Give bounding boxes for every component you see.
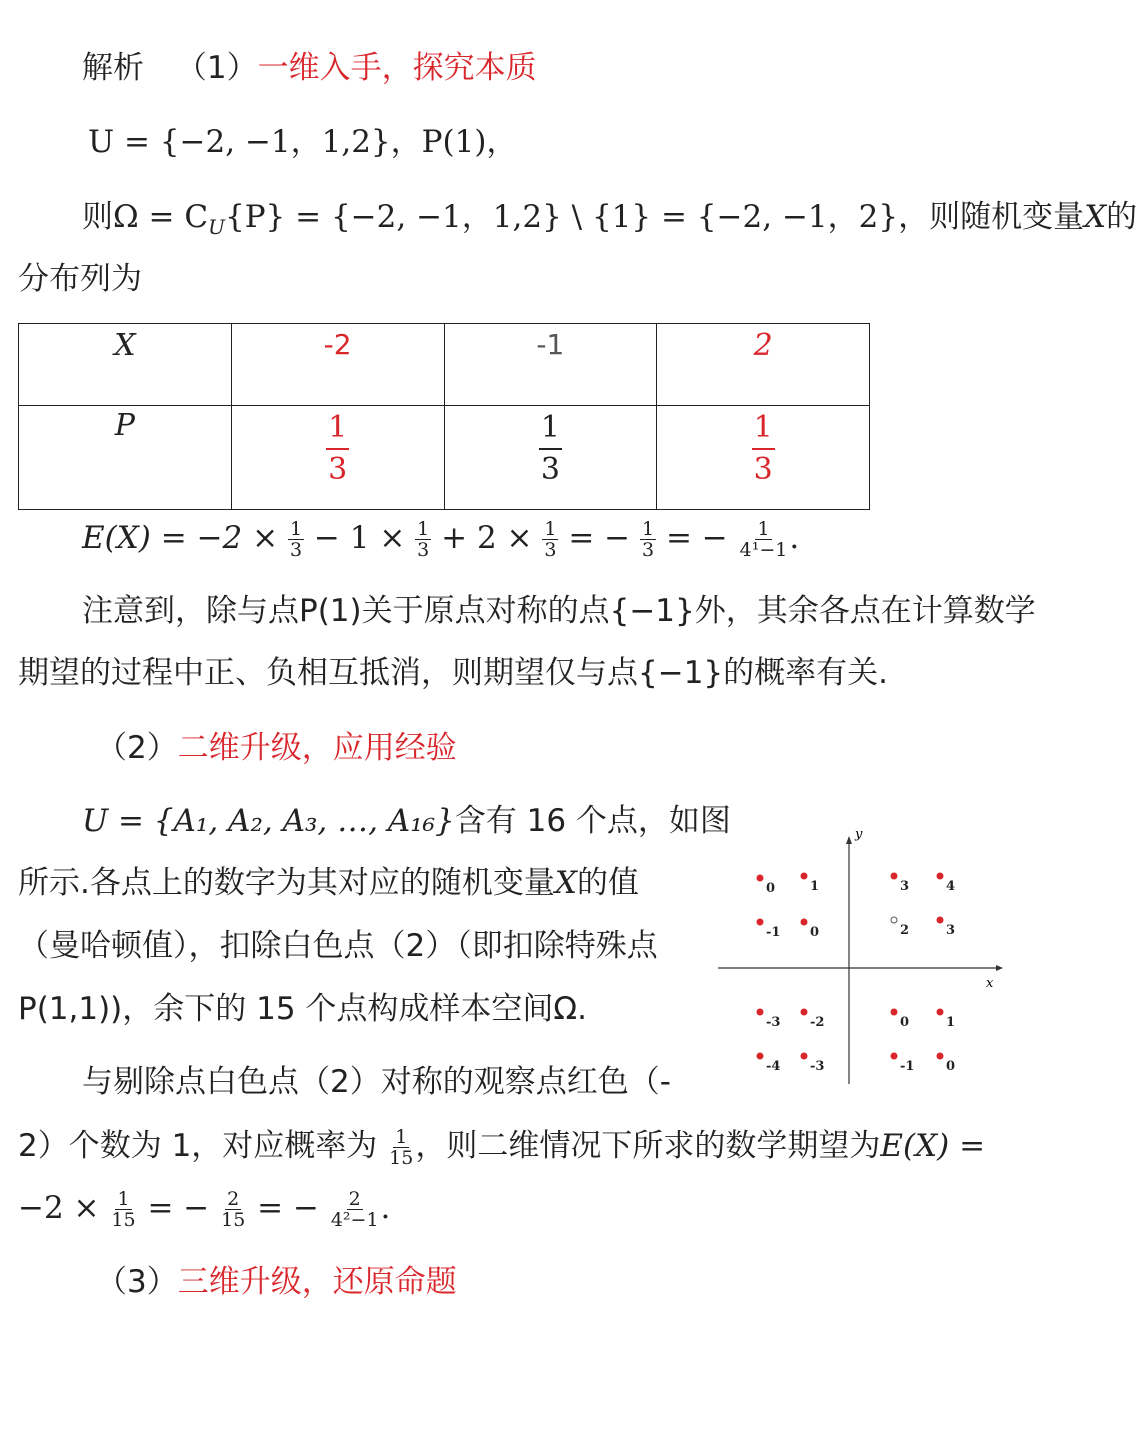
expectation2-term-a: −2 ×: [18, 1190, 100, 1226]
part3-title: 三维升级，还原命题: [177, 1264, 457, 1300]
fraction-numerator: 1: [757, 518, 770, 540]
red-point: [891, 873, 897, 879]
fraction-numerator: 1: [395, 1126, 408, 1148]
point-label: 4: [946, 879, 956, 894]
var-x: X: [554, 865, 577, 901]
para2-line-2-end: 的值: [576, 865, 639, 901]
x-axis-label: x: [986, 976, 994, 991]
red-point: [757, 875, 763, 881]
part1-title: 一维入手，探究本质: [257, 50, 537, 86]
distribution-table: [18, 323, 870, 510]
point-label: -3: [810, 1059, 825, 1074]
distribution-intro: 分布列为: [18, 261, 142, 297]
point-label: 1: [946, 1015, 956, 1030]
para2-line-3: （曼哈顿值），扣除白色点（2）（即扣除特殊点: [18, 928, 658, 964]
red-point: [757, 1053, 763, 1059]
fraction-numerator: 1: [326, 408, 349, 450]
point-label: 3: [946, 923, 956, 938]
red-point: [757, 919, 763, 925]
fraction-denominator: 15: [221, 1209, 246, 1231]
fraction-numerator: 2: [227, 1188, 240, 1210]
para3-line-2-text-a: 2）个数为 1，对应概率为: [18, 1128, 378, 1164]
fraction-numerator: 1: [417, 518, 430, 540]
fraction-denominator: 3: [540, 452, 560, 487]
point-label: -1: [766, 925, 781, 940]
point-label: -3: [766, 1015, 781, 1030]
expectation-formula-1: [82, 514, 799, 562]
period: .: [789, 520, 800, 556]
red-point: [891, 1053, 897, 1059]
lattice-points-figure: [712, 822, 1012, 1092]
para2-line-1: [82, 801, 731, 841]
point-label: 0: [766, 881, 776, 896]
table-cell-x2: -1: [444, 324, 657, 406]
part3-number: （3）: [96, 1264, 178, 1300]
table-head-x: X: [19, 324, 232, 406]
note-line-1: 注意到，除与点P(1)关于原点对称的点{−1}外，其余各点在计算数学: [82, 593, 1036, 629]
expectation-term-4: = −: [568, 520, 631, 556]
red-point: [937, 873, 943, 879]
set-u-16: U = {A₁, A₂, A₃, …, A₁₆}: [82, 803, 455, 839]
table-row-x: [19, 324, 870, 406]
prob-fraction: [326, 408, 349, 490]
fraction-denominator: 4¹−1: [739, 539, 788, 561]
fraction-numerator: 1: [289, 518, 303, 540]
part2-title: 二维升级，应用经验: [177, 730, 457, 766]
prob-fraction: [539, 408, 562, 490]
fraction: [415, 519, 431, 560]
red-point: [937, 917, 943, 923]
expectation-formula-2: [18, 1184, 390, 1232]
fraction-numerator: 1: [539, 408, 562, 450]
part2-number: （2）: [96, 730, 178, 766]
red-point: [801, 873, 807, 879]
note-line-2: 期望的过程中正、负相互抵消，则期望仅与点{−1}的概率有关.: [18, 655, 888, 691]
point-label: 2: [900, 923, 910, 938]
fraction-denominator: 4²−1: [330, 1209, 379, 1231]
point-label: -1: [900, 1059, 915, 1074]
prob-fraction: [752, 408, 775, 490]
point-label: 0: [810, 925, 820, 940]
expectation-term-3: + 2 ×: [441, 520, 533, 556]
expectation-term-5: = −: [665, 520, 728, 556]
omega-text-a: 则Ω = C: [82, 199, 209, 235]
point-label: 0: [900, 1015, 910, 1030]
para3-line-2: [18, 1122, 985, 1170]
expectation2-term-c: = −: [257, 1190, 319, 1226]
fraction-denominator: 3: [642, 539, 655, 561]
para2-line-4: P(1,1))，余下的 15 个点构成样本空间Ω.: [18, 991, 587, 1027]
fraction-numerator: 1: [642, 518, 655, 540]
omega-subscript: U: [208, 215, 225, 240]
fraction-numerator: 1: [117, 1188, 130, 1210]
heading-label: 解析: [82, 50, 144, 86]
para3-line-1: 与剔除点白色点（2）对称的观察点红色（-: [82, 1064, 671, 1100]
fraction: [738, 519, 790, 560]
expectation-lhs: E(X) = −2 ×: [82, 520, 279, 556]
fraction-denominator: 3: [289, 539, 303, 561]
omega-text-c: 的: [1106, 199, 1137, 235]
period: .: [380, 1190, 391, 1226]
expectation-term-2: − 1 ×: [313, 520, 406, 556]
point-label: 0: [946, 1059, 956, 1074]
red-point: [801, 1053, 807, 1059]
fraction-denominator: 3: [544, 539, 557, 561]
omega-text-b: {P} = {−2, −1，1,2} \ {1} = {−2, −1，2}，则随机变量: [224, 199, 1085, 235]
part3-heading: [96, 1262, 457, 1302]
table-head-p: P: [19, 406, 232, 510]
x-axis-arrow: [996, 965, 1003, 971]
fraction: [288, 519, 304, 560]
fraction: [640, 519, 656, 560]
omega-var-x: X: [1084, 199, 1107, 235]
y-axis-label: y: [855, 827, 863, 842]
table-row-p: [19, 406, 870, 510]
red-point: [937, 1053, 943, 1059]
para2-line-2-text: 所示.各点上的数字为其对应的随机变量: [18, 865, 555, 901]
fraction-denominator: 3: [753, 452, 773, 487]
solution-heading: [82, 48, 537, 88]
table-cell-p1: [231, 406, 444, 510]
fraction-denominator: 15: [389, 1147, 414, 1169]
table-cell-x3: 2: [657, 324, 870, 406]
para3-line-2-text-b: ，则二维情况下所求的数学期望为: [415, 1128, 881, 1164]
fraction-numerator: 2: [348, 1188, 361, 1210]
white-point: [891, 917, 897, 923]
red-point: [757, 1009, 763, 1015]
fraction: [109, 1189, 137, 1230]
para2-line-2: [18, 863, 639, 903]
fraction-denominator: 3: [417, 539, 430, 561]
fraction: [219, 1189, 247, 1230]
part1-number: （1）: [175, 50, 258, 86]
fraction: [329, 1189, 381, 1230]
fraction: [387, 1127, 415, 1168]
fraction-denominator: 3: [328, 452, 348, 487]
table-cell-p2: [444, 406, 657, 510]
lattice-points: [757, 873, 955, 1074]
point-label: 1: [810, 879, 820, 894]
fraction-numerator: 1: [752, 408, 775, 450]
table-cell-x1: -2: [231, 324, 444, 406]
para2-line-1-text: 含有 16 个点，如图: [454, 803, 731, 839]
set-u-line: U = {−2, −1，1,2}，P(1)，: [88, 124, 518, 160]
expectation2-term-b: = −: [147, 1190, 210, 1226]
fraction: [542, 519, 558, 560]
omega-line: [82, 197, 1137, 247]
red-point: [937, 1009, 943, 1015]
table-cell-p3: [657, 406, 870, 510]
fraction-denominator: 15: [111, 1209, 136, 1231]
red-point: [891, 1009, 897, 1015]
y-axis-arrow: [846, 836, 852, 844]
red-point: [801, 1009, 807, 1015]
point-label: 3: [900, 879, 910, 894]
fraction-numerator: 1: [544, 518, 557, 540]
part2-heading: [96, 728, 457, 768]
point-label: -2: [810, 1015, 825, 1030]
red-point: [801, 919, 807, 925]
expectation-lhs-2: E(X) =: [880, 1128, 986, 1164]
point-label: -4: [766, 1059, 781, 1074]
